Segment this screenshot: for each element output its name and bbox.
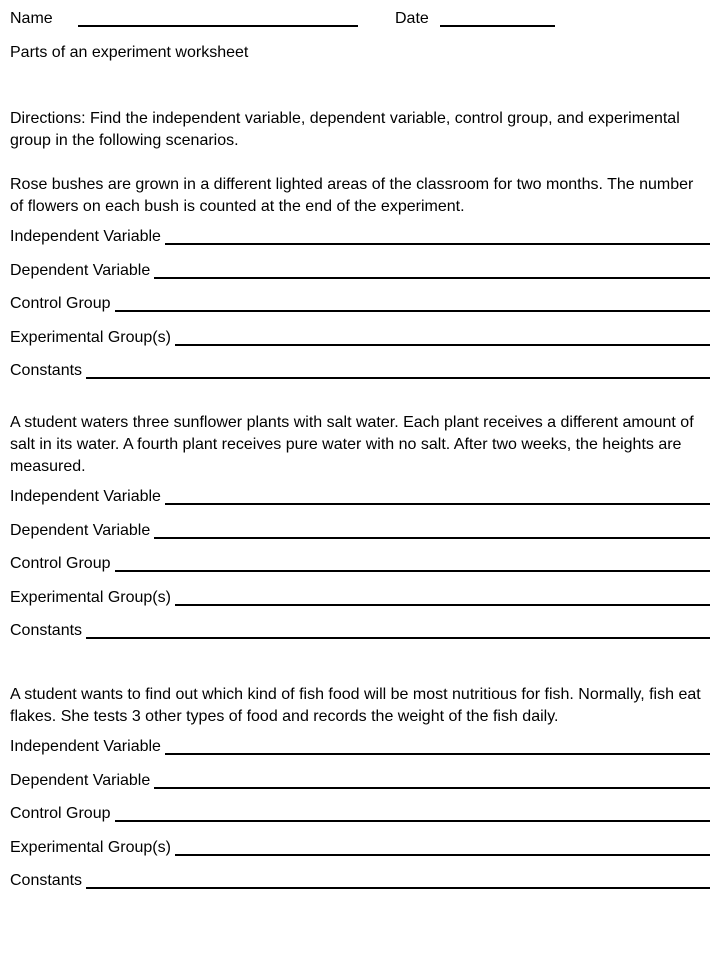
answer-fields <box>10 486 710 654</box>
answer-line[interactable] <box>86 637 710 639</box>
field-experimental-groups <box>10 587 710 621</box>
field-label: Dependent Variable <box>10 771 151 789</box>
answer-fields <box>10 736 710 904</box>
answer-fields <box>10 226 710 394</box>
field-label: Constants <box>10 872 83 889</box>
date-label: Date <box>395 10 429 27</box>
field-experimental-groups <box>10 327 710 361</box>
directions-text: Directions: Find the independent variable, dependent variable, control group, and experimental group in the following scenarios. <box>10 110 680 149</box>
field-label: Constants <box>10 622 83 639</box>
answer-line[interactable] <box>165 753 710 755</box>
answer-line[interactable] <box>175 604 710 606</box>
header-row <box>10 8 710 30</box>
scenario-text: A student waters three sunflower plants with salt water. Each plant receives a different amount of salt in its water. A fourth plant receives pure water with no salt. After two weeks, the heights are measured. <box>10 414 694 475</box>
field-dependent-variable <box>10 770 710 804</box>
scenario-3 <box>10 684 710 904</box>
field-independent-variable <box>10 486 710 520</box>
field-label: Independent Variable <box>10 488 161 505</box>
answer-line[interactable] <box>165 243 710 245</box>
field-label: Control Group <box>10 805 111 822</box>
answer-line[interactable] <box>175 344 710 346</box>
field-label: Experimental Group(s) <box>10 588 171 606</box>
scenario-text: A student wants to find out which kind of fish food will be most nutritious for fish. Normally, fish eat flakes. She tests 3 other types of food and records the weight of the fish daily. <box>10 686 701 725</box>
field-label: Control Group <box>10 555 111 572</box>
field-dependent-variable <box>10 260 710 294</box>
scenario-text: Rose bushes are grown in a different lighted areas of the classroom for two months. The number of flowers on each bush is counted at the end of the experiment. <box>10 176 694 215</box>
answer-line[interactable] <box>86 377 710 379</box>
field-independent-variable <box>10 226 710 260</box>
answer-line[interactable] <box>165 503 710 505</box>
field-constants <box>10 620 710 654</box>
field-label: Control Group <box>10 295 111 312</box>
field-control-group <box>10 803 710 837</box>
name-label: Name <box>10 10 53 27</box>
field-label: Independent Variable <box>10 228 161 245</box>
answer-line[interactable] <box>154 787 710 789</box>
answer-line[interactable] <box>115 310 711 312</box>
answer-line[interactable] <box>115 570 711 572</box>
name-blank-line[interactable] <box>78 25 358 27</box>
field-constants <box>10 870 710 904</box>
field-label: Experimental Group(s) <box>10 838 171 856</box>
answer-line[interactable] <box>86 887 710 889</box>
field-dependent-variable <box>10 520 710 554</box>
page-title: Parts of an experiment worksheet <box>10 44 249 61</box>
field-constants <box>10 360 710 394</box>
field-label: Experimental Group(s) <box>10 328 171 346</box>
field-label: Dependent Variable <box>10 261 151 279</box>
answer-line[interactable] <box>115 820 711 822</box>
field-experimental-groups <box>10 837 710 871</box>
field-label: Constants <box>10 362 83 379</box>
field-label: Dependent Variable <box>10 521 151 539</box>
scenario-1 <box>10 174 710 394</box>
field-label: Independent Variable <box>10 738 161 755</box>
field-independent-variable <box>10 736 710 770</box>
date-blank-line[interactable] <box>440 25 555 27</box>
answer-line[interactable] <box>175 854 710 856</box>
answer-line[interactable] <box>154 537 710 539</box>
field-control-group <box>10 293 710 327</box>
answer-line[interactable] <box>154 277 710 279</box>
scenario-2 <box>10 412 710 654</box>
field-control-group <box>10 553 710 587</box>
